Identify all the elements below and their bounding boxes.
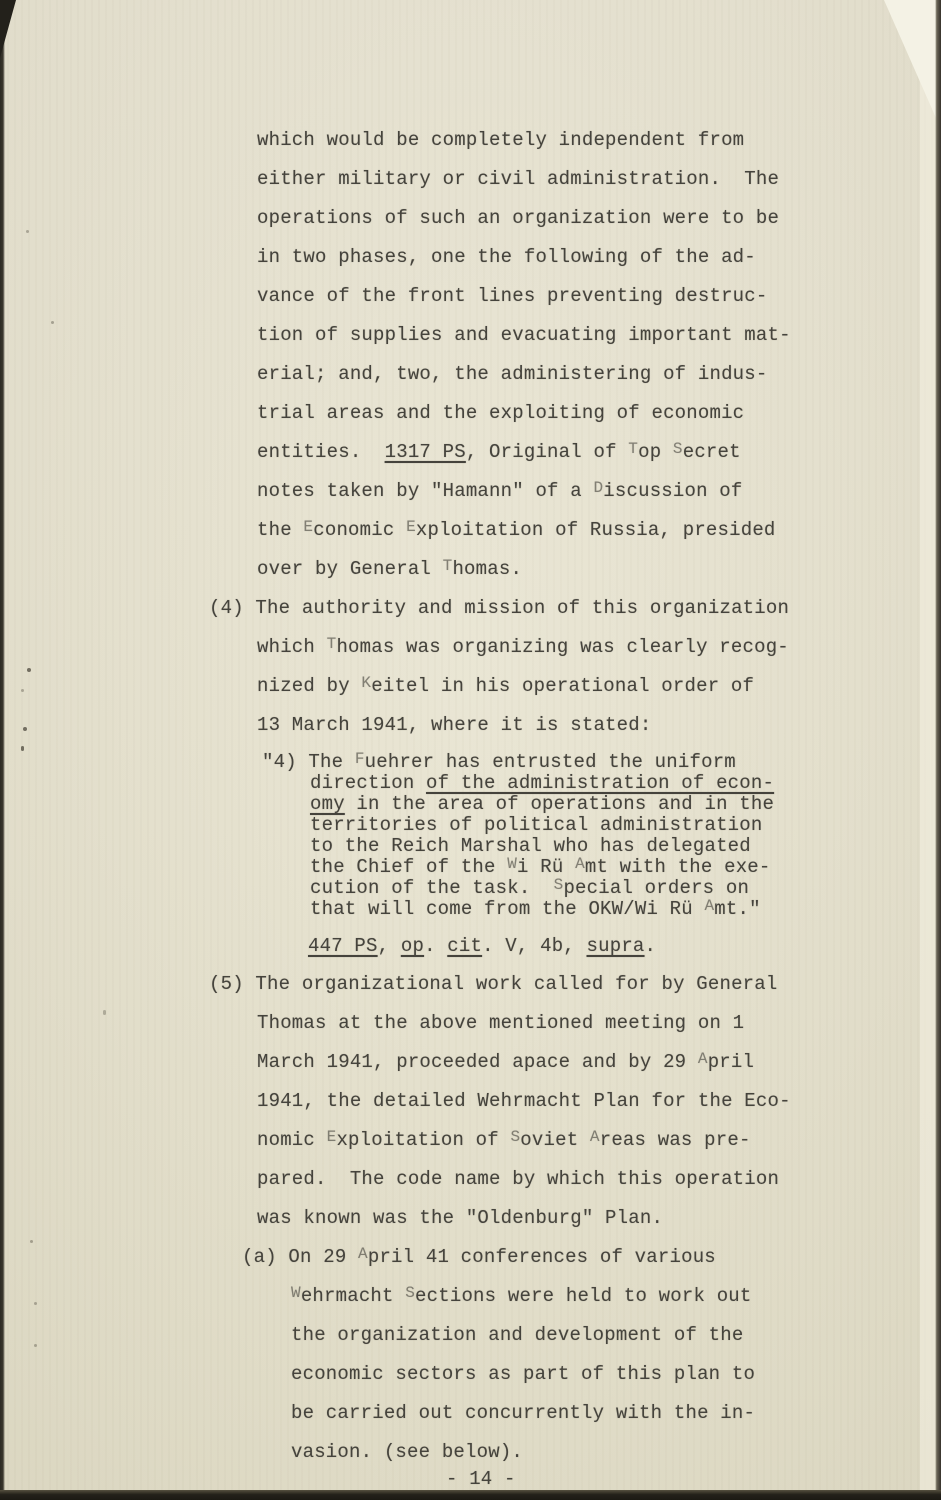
text-line <box>257 316 941 355</box>
damaged-capital: A <box>358 1245 368 1263</box>
damaged-capital: K <box>361 674 372 692</box>
text-segment: was known was the "Oldenburg" Plan. <box>257 1207 664 1229</box>
text-segment: pecial orders on <box>563 877 750 899</box>
damaged-capital: W <box>507 855 518 873</box>
citation <box>308 936 941 957</box>
scan-speck <box>34 1302 37 1305</box>
text-segment: 13 March 1941, where it is stated: <box>257 714 652 736</box>
item-5-start <box>209 965 941 1004</box>
text-segment: entities. <box>257 441 385 463</box>
text-line <box>257 1121 941 1160</box>
scan-speck <box>21 689 24 692</box>
text-segment: . <box>424 935 448 957</box>
text-segment: ecret <box>682 441 741 463</box>
text-segment: pared. The code name by which this operation <box>257 1168 780 1190</box>
text-flow <box>0 121 941 1490</box>
damaged-capital: E <box>303 518 314 536</box>
text-segment: in two phases, one the following of the ad- <box>257 246 756 268</box>
page-number <box>446 1469 941 1490</box>
scan-speck <box>51 321 54 324</box>
damaged-capital: D <box>593 479 604 497</box>
text-segment: (5) The organizational work called for by General <box>209 973 778 995</box>
text-line <box>257 1004 941 1043</box>
underlined-text: of the administration of econ- <box>426 772 775 794</box>
text-segment: in the area of operations and in the <box>344 793 775 815</box>
text-segment: pril <box>707 1051 755 1073</box>
text-line <box>257 355 941 394</box>
text-line <box>257 160 941 199</box>
damaged-capital: A <box>575 855 585 873</box>
text-segment: trial areas and the exploiting of economic <box>257 402 745 424</box>
text-line <box>310 794 941 815</box>
damaged-capital: T <box>442 557 453 575</box>
paper-edge-left <box>0 0 5 1500</box>
text-line <box>310 815 941 836</box>
text-segment: economic sectors as part of this plan to <box>291 1363 756 1385</box>
paper-edge-right-highlight <box>920 0 936 1500</box>
text-line <box>257 433 941 472</box>
text-segment: reas was pre- <box>599 1129 751 1151</box>
text-segment: eitel in his operational order of <box>371 675 755 697</box>
text-segment: "4) The <box>262 751 355 773</box>
text-segment: mt." <box>714 898 761 920</box>
text-line <box>291 1394 941 1433</box>
text-line <box>257 199 941 238</box>
scan-speck <box>26 230 29 233</box>
text-segment: oviet <box>520 1129 590 1151</box>
text-line <box>257 277 941 316</box>
paper-edge-right <box>935 0 941 1500</box>
underlined-text: 1317 PS <box>384 441 466 463</box>
text-segment: the organization and development of the <box>291 1324 744 1346</box>
paper-edge-bottom <box>0 1490 941 1500</box>
item-4-start <box>209 589 941 628</box>
text-line <box>257 511 941 550</box>
text-segment: operations of such an organization were to be <box>257 207 780 229</box>
text-segment: direction <box>310 772 427 794</box>
text-segment: , <box>377 935 401 957</box>
text-line <box>291 1433 941 1472</box>
text-segment: which would be completely independent from <box>257 129 745 151</box>
scan-speck <box>103 1010 106 1015</box>
underlined-text: omy <box>310 793 345 815</box>
text-line <box>257 628 941 667</box>
text-line <box>257 667 941 706</box>
text-line <box>291 1316 941 1355</box>
text-segment: erial; and, two, the administering of indus- <box>257 363 768 385</box>
text-line <box>257 1160 941 1199</box>
damaged-capital: T <box>628 440 639 458</box>
text-segment: the Chief of the <box>310 856 508 878</box>
text-segment: - 14 - <box>446 1468 516 1490</box>
text-segment: 1941, the detailed Wehrmacht Plan for the Eco- <box>257 1090 791 1112</box>
text-segment: March 1941, proceeded apace and by 29 <box>257 1051 698 1073</box>
text-segment: . V, 4b, <box>482 935 587 957</box>
text-segment: conomic <box>313 519 407 541</box>
text-segment: which <box>257 636 327 658</box>
text-segment: uehrer has entrusted the uniform <box>364 751 736 773</box>
scan-speck <box>21 746 24 751</box>
scan-speck <box>34 1344 37 1347</box>
text-segment: territories of political administration <box>310 814 763 836</box>
text-segment: ections were held to work out <box>415 1285 752 1307</box>
text-segment: be carried out concurrently with the in- <box>291 1402 756 1424</box>
text-segment: mt with the exe- <box>584 856 771 878</box>
text-line <box>257 1082 941 1121</box>
text-segment: tion of supplies and evacuating important mat- <box>257 324 791 346</box>
text-line <box>310 857 941 878</box>
underlined-text: supra <box>586 935 645 957</box>
text-segment: to the Reich Marshal who has delegated <box>310 835 751 857</box>
text-segment: that will come from the OKW/Wi Rü <box>310 898 705 920</box>
damaged-capital: E <box>406 518 416 536</box>
damaged-capital: S <box>672 440 683 458</box>
scan-speck <box>23 727 27 731</box>
text-line <box>257 550 941 589</box>
text-segment: xploitation of Russia, presided <box>415 519 776 541</box>
damaged-capital: S <box>553 876 564 894</box>
text-segment: pril 41 conferences of various <box>367 1246 716 1268</box>
damaged-capital: T <box>326 635 337 653</box>
item-a-start <box>242 1238 941 1277</box>
damaged-capital: S <box>510 1128 521 1146</box>
text-segment: ehrmacht <box>300 1285 406 1307</box>
text-segment: Thomas at the above mentioned meeting on 1 <box>257 1012 745 1034</box>
text-line <box>291 1355 941 1394</box>
underlined-text: op <box>400 935 425 957</box>
text-line <box>257 1043 941 1082</box>
damaged-capital: W <box>291 1284 301 1302</box>
text-segment: iscussion of <box>603 480 743 502</box>
underlined-text: cit <box>447 935 483 957</box>
text-line <box>257 1199 941 1238</box>
underlined-text: 447 PS <box>308 935 378 957</box>
text-segment: notes taken by "Hamann" of a <box>257 480 594 502</box>
text-line <box>291 1277 941 1316</box>
text-line <box>257 472 941 511</box>
damaged-capital: E <box>326 1128 337 1146</box>
text-segment: vasion. (see below). <box>291 1441 524 1463</box>
damaged-capital: A <box>704 897 715 915</box>
text-line <box>310 899 941 920</box>
damaged-capital: F <box>354 750 365 768</box>
text-line <box>257 394 941 433</box>
quote-start <box>262 752 941 773</box>
text-segment: either military or civil administration. The <box>257 168 780 190</box>
text-segment: xploitation of <box>336 1129 511 1151</box>
text-segment: nomic <box>257 1129 327 1151</box>
text-segment: vance of the front lines preventing destruc- <box>257 285 768 307</box>
damaged-capital: A <box>589 1128 600 1146</box>
text-line <box>310 878 941 899</box>
text-segment: nized by <box>257 675 362 697</box>
text-line <box>257 706 941 745</box>
damaged-capital: A <box>697 1050 708 1068</box>
text-segment: homas was organizing was clearly recog- <box>336 636 789 658</box>
text-line <box>257 238 941 277</box>
text-segment: i Rü <box>517 856 576 878</box>
text-line <box>257 121 941 160</box>
scan-speck <box>30 1240 33 1243</box>
paper-corner-top-left <box>0 0 16 58</box>
text-segment: cution of the task. <box>310 877 554 899</box>
text-line <box>310 836 941 857</box>
paper-corner-top-right-highlight <box>884 0 936 118</box>
text-segment: . <box>644 935 657 957</box>
scan-speck <box>27 668 31 672</box>
damaged-capital: S <box>405 1284 416 1302</box>
text-segment: the <box>257 519 304 541</box>
text-segment: (a) On 29 <box>242 1246 359 1268</box>
text-segment: (4) The authority and mission of this organization <box>209 597 790 619</box>
text-line <box>310 773 941 794</box>
text-segment: , Original of <box>465 441 629 463</box>
text-segment: over by General <box>257 558 443 580</box>
text-segment: homas. <box>452 558 523 580</box>
text-segment: op <box>638 441 673 463</box>
